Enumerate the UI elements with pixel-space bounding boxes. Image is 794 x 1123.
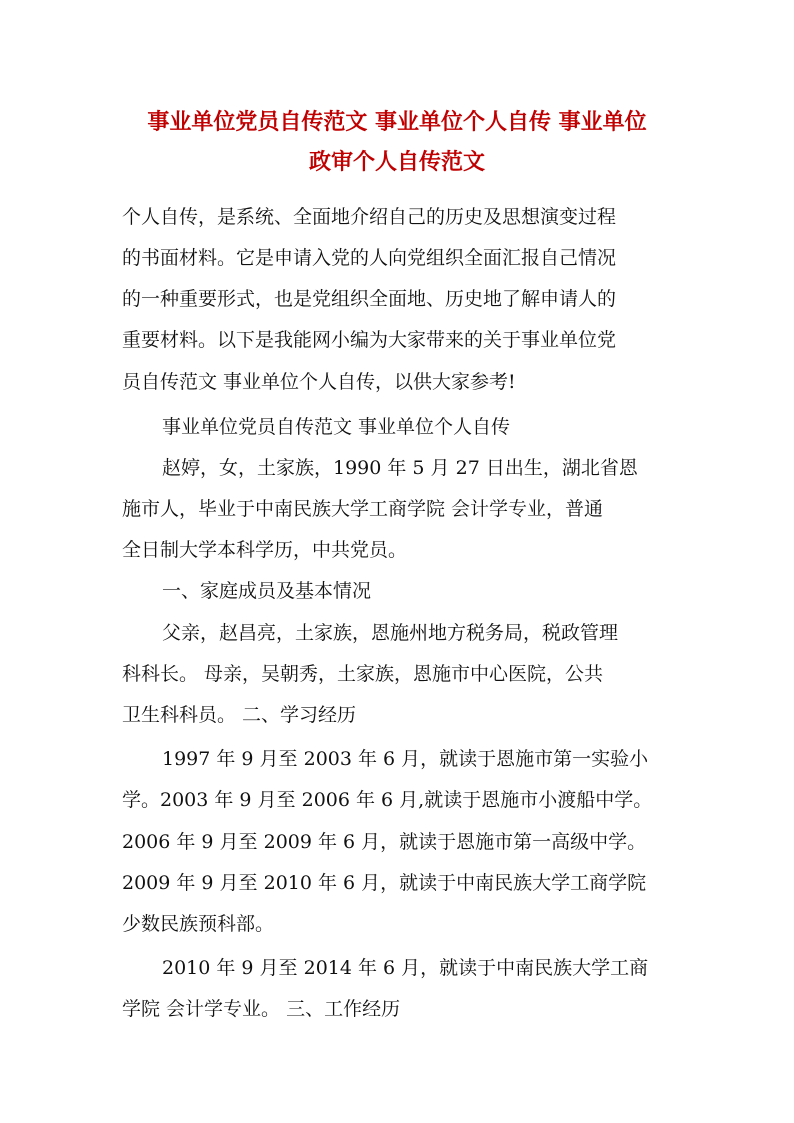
- paragraph-line: 学院 会计学专业。 三、工作经历: [122, 998, 401, 1020]
- document-title-line-1: 事业单位党员自传范文 事业单位个人自传 事业单位: [147, 109, 647, 135]
- paragraph-line: 个人自传，是系统、全面地介绍自己的历史及思想演变过程: [122, 206, 617, 228]
- paragraph-line: 员自传范文 事业单位个人自传，以供大家参考!: [122, 371, 516, 393]
- document-title-line-2: 政审个人自传范文: [308, 149, 485, 175]
- paragraph-line: 卫生科科员。 二、学习经历: [122, 704, 357, 726]
- paragraph-line: 赵婷，女，土家族，1990 年 5 月 27 日出生，湖北省恩: [162, 457, 638, 479]
- section-heading-line: 事业单位党员自传范文 事业单位个人自传: [162, 416, 511, 438]
- paragraph-line: 少数民族预科部。: [122, 913, 275, 935]
- paragraph-line: 2010 年 9 月至 2014 年 6 月，就读于中南民族大学工商: [162, 957, 649, 979]
- paragraph-line: 科科长。 母亲，吴朝秀，土家族，恩施市中心医院，公共: [122, 663, 604, 685]
- paragraph-line: 施市人，毕业于中南民族大学工商学院 会计学专业，普通: [122, 498, 604, 520]
- paragraph-line: 父亲，赵昌亮，土家族，恩施州地方税务局，税政管理: [162, 622, 619, 644]
- paragraph-line: 的一种重要形式，也是党组织全面地、历史地了解申请人的: [122, 288, 617, 310]
- section-heading-line: 一、家庭成员及基本情况: [162, 580, 372, 602]
- paragraph-line: 的书面材料。它是申请入党的人向党组织全面汇报自己情况: [122, 247, 617, 269]
- paragraph-line: 1997 年 9 月至 2003 年 6 月，就读于恩施市第一实验小: [162, 748, 649, 770]
- paragraph-line: 2009 年 9 月至 2010 年 6 月，就读于中南民族大学工商学院: [122, 872, 647, 894]
- paragraph-line: 学。2003 年 9 月至 2006 年 6 月,就读于恩施市小渡船中学。: [122, 789, 653, 811]
- paragraph-line: 2006 年 9 月至 2009 年 6 月，就读于恩施市第一高级中学。: [122, 831, 647, 853]
- paragraph-line: 重要材料。以下是我能网小编为大家带来的关于事业单位党: [122, 329, 617, 351]
- paragraph-line: 全日制大学本科学历，中共党员。: [122, 539, 408, 561]
